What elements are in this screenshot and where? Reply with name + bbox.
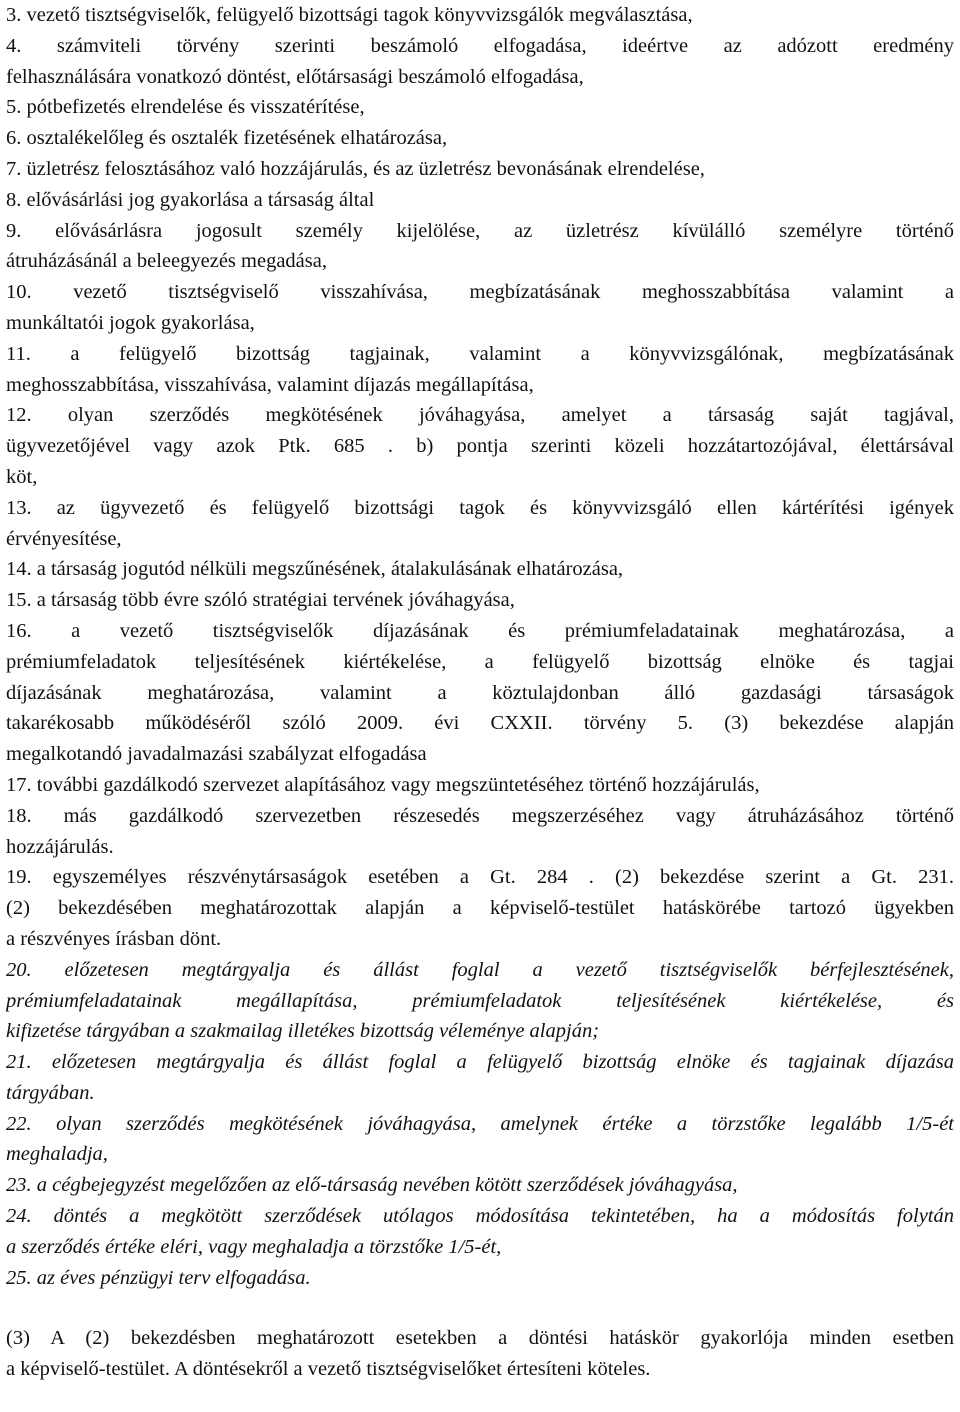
list-item-line: munkáltatói jogok gyakorlása,	[6, 311, 255, 334]
list-item-line: 6. osztalékelőleg és osztalék fizetésének elhatározása,	[6, 127, 448, 150]
list-item-line: 24. döntés a megkötött szerződések utólagos módosítása tekintetében, ha a módosítás folytán	[6, 1205, 954, 1228]
list-item-line: 21. előzetesen megtárgyalja és állást foglal a felügyelő bizottság elnöke és tagjainak díjazása	[6, 1051, 954, 1074]
list-item-line: 16. a vezető tisztségviselők díjazásának és prémiumfeladatainak meghatározása, a	[6, 619, 954, 642]
list-item-line: díjazásának meghatározása, valamint a köztulajdonban álló gazdasági társaságok	[6, 681, 954, 704]
list-item-line: a részvényes írásban dönt.	[6, 927, 222, 950]
list-item-line: 17. további gazdálkodó szervezet alapításához vagy megszüntetéséhez történő hozzájárulás,	[6, 773, 760, 796]
list-item-line: prémiumfeladatainak megállapítása, prémiumfeladatok teljesítésének kiértékelése, és	[6, 989, 954, 1012]
list-item-line: megalkotandó javadalmazási szabályzat elfogadása	[6, 743, 427, 766]
list-items	[6, 0, 954, 1293]
list-item-line: felhasználására vonatkozó döntést, előtársasági beszámoló elfogadása,	[6, 65, 584, 88]
list-item-line: 20. előzetesen megtárgyalja és állást foglal a vezető tisztségviselők bérfejlesztésének,	[6, 958, 954, 981]
list-item-line: 14. a társaság jogutód nélküli megszűnésének, átalakulásának elhatározása,	[6, 558, 624, 581]
list-item-line: tárgyában.	[6, 1081, 95, 1104]
list-item-line: érvényesítése,	[6, 527, 122, 550]
list-item-line: takarékosabb működéséről szóló 2009. évi CXXII. törvény 5. (3) bekezdése alapján	[6, 712, 954, 735]
list-item-line: a szerződés értéke eléri, vagy meghaladja a törzstőke 1/5-ét,	[6, 1235, 502, 1258]
list-item-line: 3. vezető tisztségviselők, felügyelő bizottsági tagok könyvvizsgálók megválasztása,	[6, 4, 693, 26]
closing-paragraph	[6, 1323, 954, 1385]
list-item-line: (2) bekezdésében meghatározottak alapján a képviselő-testület hatáskörébe tartozó ügyekben	[6, 897, 954, 920]
list-item-line: hozzájárulás.	[6, 835, 114, 858]
list-item-line: köt,	[6, 465, 38, 488]
list-item-line: kifizetése tárgyában a szakmailag illetékes bizottság véleménye alapján;	[6, 1020, 600, 1043]
list-item-line: 10. vezető tisztségviselő visszahívása, megbízatásának meghosszabbítása valamint a	[6, 281, 954, 304]
list-item-line: 12. olyan szerződés megkötésének jóváhagyása, amelyet a társaság saját tagjával,	[6, 404, 954, 427]
list-item-line: átruházásánál a beleegyezés megadása,	[6, 250, 327, 273]
list-item-line: 22. olyan szerződés megkötésének jóváhagyása, amelynek értéke a törzstőke legalább 1/5-ét	[6, 1112, 954, 1135]
list-item-line: 18. más gazdálkodó szervezetben részesedés megszerzéséhez vagy átruházásához történő	[6, 804, 954, 827]
closing-line: a képviselő-testület. A döntésekről a vezető tisztségviselőket értesíteni köteles.	[6, 1358, 651, 1381]
list-item-line: 19. egyszemélyes részvénytársaságok esetében a Gt. 284 . (2) bekezdése szerint a Gt. 231.	[6, 866, 954, 889]
list-item-line: prémiumfeladatok teljesítésének kiértékelése, a felügyelő bizottság elnöke és tagjai	[6, 650, 954, 673]
list-item-line: ügyvezetőjével vagy azok Ptk. 685 . b) pontja szerinti közeli hozzátartozójával, élettársával	[6, 435, 954, 458]
list-item-line: 25. az éves pénzügyi terv elfogadása.	[6, 1266, 311, 1289]
list-item-line: 23. a cégbejegyzést megelőzően az elő-társaság nevében kötött szerződések jóváhagyása,	[6, 1174, 738, 1197]
list-item-line: 15. a társaság több évre szóló stratégiai tervének jóváhagyása,	[6, 589, 515, 612]
list-item-line: 5. pótbefizetés elrendelése és visszatérítése,	[6, 96, 365, 119]
list-item-line: 4. számviteli törvény szerinti beszámoló elfogadása, ideértve az adózott eredmény	[6, 34, 954, 57]
list-item-line: 7. üzletrész felosztásához való hozzájárulás, és az üzletrész bevonásának elrendelése,	[6, 157, 705, 180]
closing-line: (3) A (2) bekezdésben meghatározott esetekben a döntési hatáskör gyakorlója minden esetben	[6, 1327, 954, 1350]
paragraph-gap	[6, 1293, 954, 1323]
list-item-line: 9. elővásárlásra jogosult személy kijelölése, az üzletrész kívülálló személyre történő	[6, 219, 954, 242]
list-item-line: 8. elővásárlási jog gyakorlása a társaság által	[6, 188, 375, 211]
list-item-line: 13. az ügyvezető és felügyelő bizottsági tagok és könyvvizsgáló ellen kártérítési igények	[6, 496, 954, 519]
list-item-line: meghaladja,	[6, 1143, 108, 1166]
list-item-line: meghosszabbítása, visszahívása, valamint díjazás megállapítása,	[6, 373, 534, 396]
list-item-line: 11. a felügyelő bizottság tagjainak, valamint a könyvvizsgálónak, megbízatásának	[6, 342, 954, 365]
